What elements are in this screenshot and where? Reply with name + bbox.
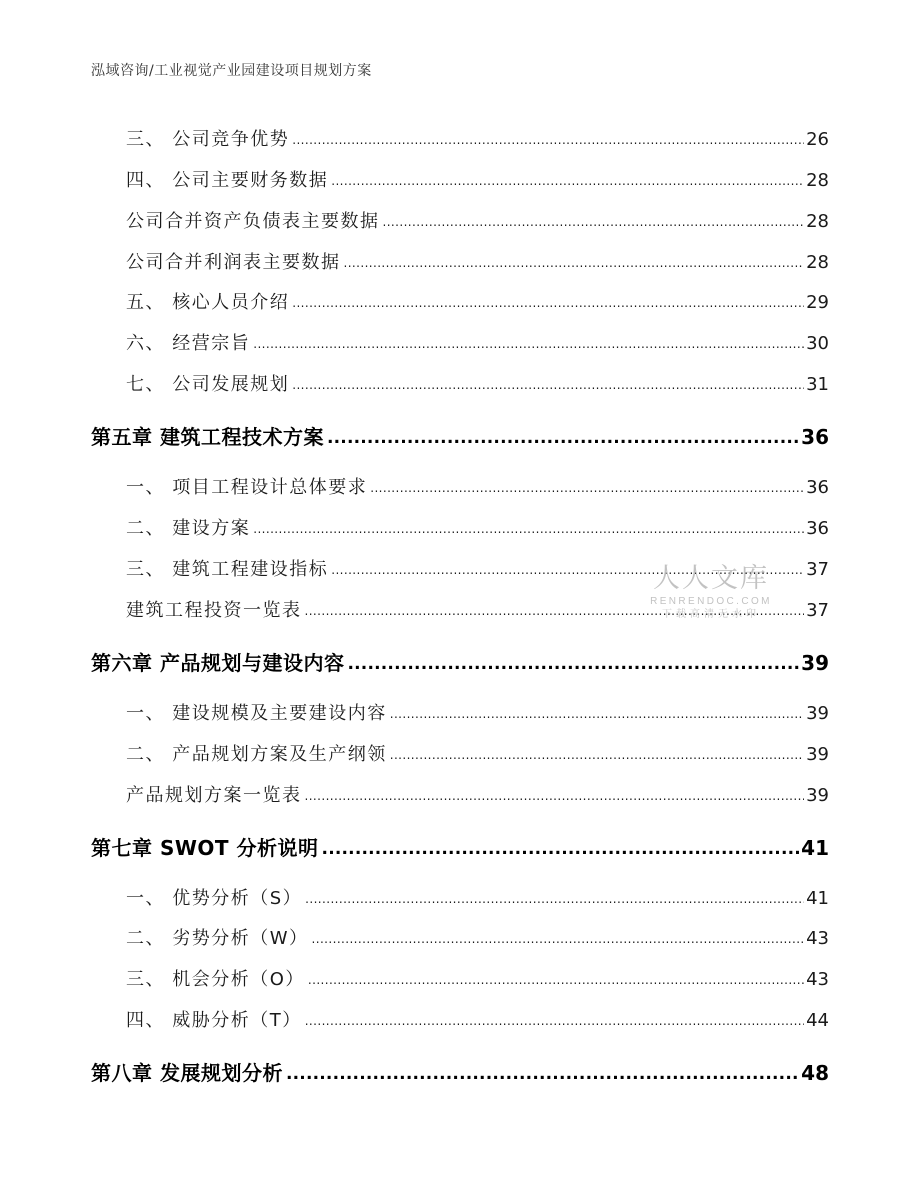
toc-page-number: 37 [806,559,829,580]
watermark-logo [646,563,776,622]
toc-entry-title: 二、 建设方案 [126,518,251,539]
toc-entry-title: 第五章 建筑工程技术方案 [91,425,324,449]
toc-section-entry[interactable] [126,781,829,807]
toc-page-number: 36 [806,477,829,498]
toc-dot-leader [305,892,804,906]
watermark-domain: RENRENDOC.COM [650,596,772,607]
toc-page-number: 26 [806,129,829,150]
toc-entry-title: 五、 核心人员介绍 [126,292,290,313]
toc-entry-title: 一、 建设规模及主要建设内容 [126,703,387,724]
toc-page-number: 39 [806,703,829,724]
toc-dot-leader [305,1014,804,1028]
toc-section-entry[interactable] [126,166,829,192]
toc-chapter-entry[interactable] [91,832,829,861]
toc-page-number: 36 [801,425,829,449]
toc-section-entry[interactable] [126,125,829,151]
toc-page-number: 39 [806,744,829,765]
toc-dot-leader [253,522,804,536]
toc-page-number: 43 [806,969,829,990]
toc-entry-title: 第七章 SWOT 分析说明 [91,836,319,860]
toc-page-number: 43 [806,928,829,949]
toc-section-entry[interactable] [126,329,829,355]
toc-chapter-entry[interactable] [91,647,829,676]
toc-section-entry[interactable] [126,473,829,499]
toc-page-number: 41 [806,888,829,909]
toc-section-entry[interactable] [126,1006,829,1032]
toc-section-entry[interactable] [126,699,829,725]
running-header: 泓域咨询/工业视觉产业园建设项目规划方案 [91,63,372,79]
toc-dot-leader [322,839,800,859]
toc-page-number: 41 [801,836,829,860]
toc-page-number: 31 [806,374,829,395]
toc-dot-leader [292,378,804,392]
toc-page-number: 36 [806,518,829,539]
toc-section-entry[interactable] [126,924,829,950]
toc-entry-title: 四、 威胁分析（T） [126,1010,302,1031]
toc-chapter-entry[interactable] [91,421,829,450]
toc-page-number: 48 [801,1061,829,1085]
toc-entry-title: 二、 劣势分析（W） [126,928,309,949]
toc-dot-leader [370,481,804,495]
toc-entry-title: 三、 机会分析（O） [126,969,305,990]
toc-page-number: 28 [806,170,829,191]
toc-dot-leader [312,932,805,946]
toc-entry-title: 第六章 产品规划与建设内容 [91,651,345,675]
toc-dot-leader [305,789,805,803]
toc-entry-title: 产品规划方案一览表 [126,785,302,806]
toc-section-entry[interactable] [126,514,829,540]
toc-entry-title: 公司合并利润表主要数据 [126,252,341,273]
toc-page-number: 28 [806,252,829,273]
toc-section-entry[interactable] [126,207,829,233]
toc-section-entry[interactable] [126,740,829,766]
toc-page-number: 39 [806,785,829,806]
toc-entry-title: 六、 经营宗旨 [126,333,251,354]
toc-entry-title: 三、 公司竞争优势 [126,129,290,150]
toc-page-number: 28 [806,211,829,232]
toc-entry-title: 建筑工程投资一览表 [126,600,302,621]
toc-page-number: 30 [806,333,829,354]
toc-page-number: 29 [806,292,829,313]
toc-dot-leader [292,296,804,310]
toc-entry-title: 三、 建筑工程建设指标 [126,559,329,580]
toc-section-entry[interactable] [126,370,829,396]
toc-page-number: 44 [806,1010,829,1031]
toc-entry-title: 一、 项目工程设计总体要求 [126,477,368,498]
toc-chapter-entry[interactable] [91,1057,829,1086]
toc-dot-leader [347,654,799,674]
toc-entry-title: 二、 产品规划方案及生产纲领 [126,744,387,765]
toc-section-entry[interactable] [126,965,829,991]
toc-dot-leader [390,707,804,721]
toc-section-entry[interactable] [126,884,829,910]
toc-entry-title: 第八章 发展规划分析 [91,1061,283,1085]
toc-dot-leader [253,337,804,351]
toc-dot-leader [344,256,805,270]
toc-entry-title: 公司合并资产负债表主要数据 [126,211,380,232]
toc-dot-leader [286,1064,799,1084]
toc-dot-leader [331,174,804,188]
toc-dot-leader [390,748,804,762]
toc-dot-leader [383,215,805,229]
toc-entry-title: 四、 公司主要财务数据 [126,170,329,191]
watermark-tagline: 下载高清无水印 [662,609,760,620]
watermark-title: 人人文库 [653,563,769,594]
toc-section-entry[interactable] [126,288,829,314]
toc-page-number: 37 [806,600,829,621]
toc-entry-title: 七、 公司发展规划 [126,374,290,395]
toc-page-number: 39 [801,651,829,675]
toc-dot-leader [308,973,804,987]
toc-dot-leader [292,133,804,147]
toc-entry-title: 一、 优势分析（S） [126,888,303,909]
toc-section-entry[interactable] [126,248,829,274]
toc-dot-leader [327,428,799,448]
